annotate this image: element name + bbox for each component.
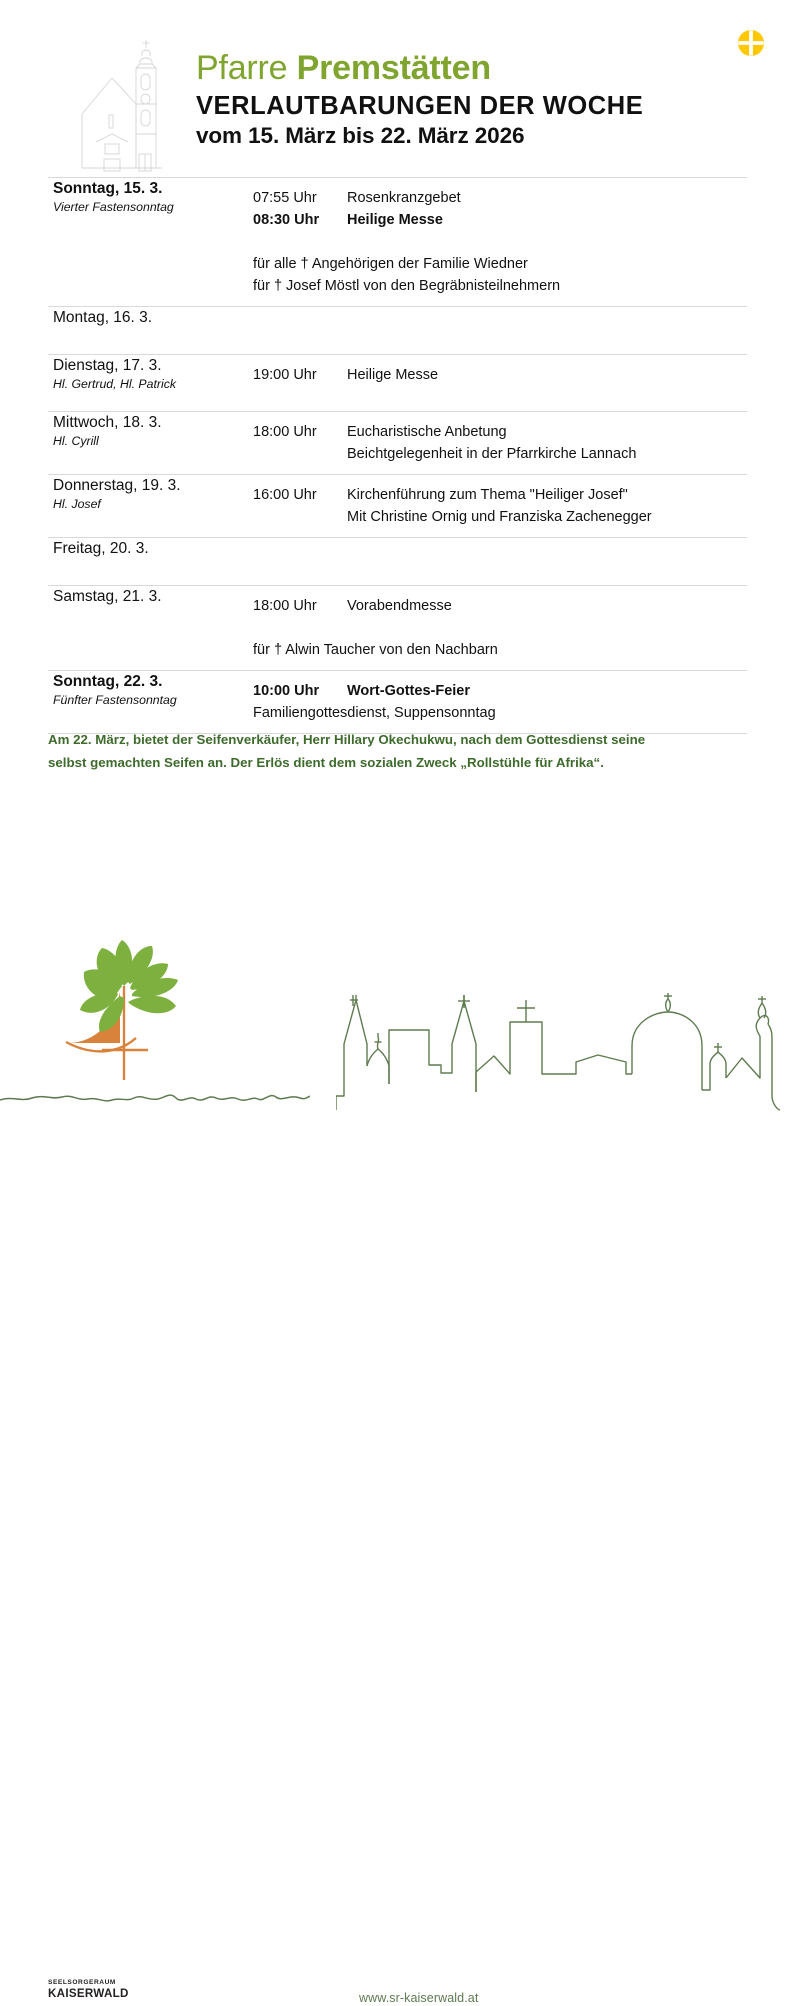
logo-caption-large: KAISERWALD	[48, 1987, 129, 2000]
schedule-row-day	[53, 307, 253, 328]
day-subtitle: Vierter Fastensonntag	[53, 200, 174, 214]
schedule-row-events	[253, 355, 747, 411]
event-description: Kirchenführung zum Thema "Heiliger Josef"	[347, 487, 628, 503]
event-time: 16:00 Uhr	[253, 487, 317, 503]
event-description: Mit Christine Ornig und Franziska Zachenegger	[347, 509, 652, 525]
schedule-event	[253, 595, 747, 617]
day-subtitle: Hl. Cyrill	[53, 434, 99, 448]
event-description: Familiengottesdienst, Suppensonntag	[253, 705, 496, 721]
event-description: Heilige Messe	[347, 212, 443, 228]
schedule-row-events	[253, 538, 747, 585]
day-label: Sonntag, 15. 3.	[53, 180, 163, 197]
subtitle-dates: vom 15. März bis 22. März 2026	[196, 123, 525, 148]
page-header	[0, 0, 795, 178]
city-skyline-outline-icon	[336, 992, 780, 1114]
schedule-row	[48, 306, 747, 354]
schedule-row	[48, 354, 747, 411]
website-url: www.sr-kaiserwald.at	[359, 1991, 479, 2005]
event-description: Eucharistische Anbetung	[347, 424, 507, 440]
schedule-row	[48, 585, 747, 670]
schedule-event	[253, 702, 747, 724]
schedule-row-events	[253, 671, 747, 733]
schedule-row	[48, 474, 747, 537]
event-spacer	[253, 617, 747, 639]
schedule-row-day	[53, 355, 253, 393]
schedule-row-events	[253, 586, 747, 670]
event-time: 18:00 Uhr	[253, 424, 317, 440]
page-footer	[0, 920, 795, 2005]
schedule-row-events	[253, 307, 747, 354]
schedule-event	[253, 680, 747, 702]
event-description: Heilige Messe	[347, 367, 439, 383]
notice-line-2: selbst gemachten Seifen an. Der Erlös dient dem sozialen Zweck „Rollstühle für Afrika“.	[48, 755, 604, 770]
event-time: 10:00 Uhr	[253, 683, 320, 699]
page-title	[196, 48, 756, 88]
schedule-event	[253, 209, 747, 231]
event-time: 07:55 Uhr	[253, 190, 317, 206]
schedule-row-events	[253, 475, 747, 537]
event-description: für alle † Angehörigen der Familie Wiedner	[253, 256, 528, 272]
day-label: Dienstag, 17. 3.	[53, 357, 162, 374]
event-description: Wort-Gottes-Feier	[347, 683, 470, 699]
announcement-notice	[48, 728, 748, 774]
event-time: 18:00 Uhr	[253, 598, 317, 614]
schedule-event	[253, 506, 747, 528]
schedule-row-day	[53, 538, 253, 559]
day-label: Samstag, 21. 3.	[53, 588, 162, 605]
event-description: für † Josef Möstl von den Begräbnisteilnehmern	[253, 278, 561, 294]
schedule-event	[253, 443, 747, 465]
title-light-part: Pfarre	[196, 49, 297, 87]
event-description: Rosenkranzgebet	[347, 190, 461, 206]
schedule-event	[253, 253, 747, 275]
church-line-art-icon	[74, 38, 174, 174]
day-label: Freitag, 20. 3.	[53, 540, 149, 557]
schedule-row-day	[53, 586, 253, 607]
schedule-event	[253, 275, 747, 297]
event-description: Vorabendmesse	[347, 598, 452, 614]
header-text-block	[196, 48, 756, 150]
event-description: Beichtgelegenheit in der Pfarrkirche Lannach	[347, 446, 637, 462]
subtitle-main: VERLAUTBARUNGEN DER WOCHE	[196, 92, 644, 120]
day-subtitle: Hl. Gertrud, Hl. Patrick	[53, 377, 176, 391]
schedule-event	[253, 639, 747, 661]
logo-caption	[48, 1979, 208, 2000]
day-label: Mittwoch, 18. 3.	[53, 414, 162, 431]
schedule-event	[253, 421, 747, 443]
title-bold-part: Premstätten	[296, 49, 491, 87]
horizon-squiggle-icon	[0, 1086, 310, 1110]
schedule-row-day	[53, 178, 253, 216]
event-time: 08:30 Uhr	[253, 212, 320, 228]
weekly-schedule-table	[48, 177, 747, 734]
logo-caption-small: SEELSORGERAUM	[48, 1979, 116, 1986]
tree-and-sail-logo-icon	[44, 930, 224, 1090]
schedule-row-events	[253, 412, 747, 474]
schedule-event	[253, 484, 747, 506]
schedule-event	[253, 187, 747, 209]
schedule-row	[48, 411, 747, 474]
day-subtitle: Fünfter Fastensonntag	[53, 693, 177, 707]
schedule-event	[253, 364, 747, 386]
day-label: Montag, 16. 3.	[53, 309, 153, 326]
notice-line-1: Am 22. März, bietet der Seifenverkäufer, Herr Hillary Okechukwu, nach dem Gottesdienst seine	[48, 732, 646, 747]
event-spacer	[253, 231, 747, 253]
schedule-row-events	[253, 178, 747, 306]
schedule-row-day	[53, 412, 253, 450]
schedule-row-day	[53, 671, 253, 709]
day-label: Sonntag, 22. 3.	[53, 673, 163, 690]
day-label: Donnerstag, 19. 3.	[53, 477, 181, 494]
schedule-row	[48, 537, 747, 585]
schedule-row	[48, 670, 747, 734]
schedule-row	[48, 177, 747, 306]
event-description: für † Alwin Taucher von den Nachbarn	[253, 642, 498, 658]
schedule-row-day	[53, 475, 253, 513]
event-time: 19:00 Uhr	[253, 367, 317, 383]
day-subtitle: Hl. Josef	[53, 497, 101, 511]
